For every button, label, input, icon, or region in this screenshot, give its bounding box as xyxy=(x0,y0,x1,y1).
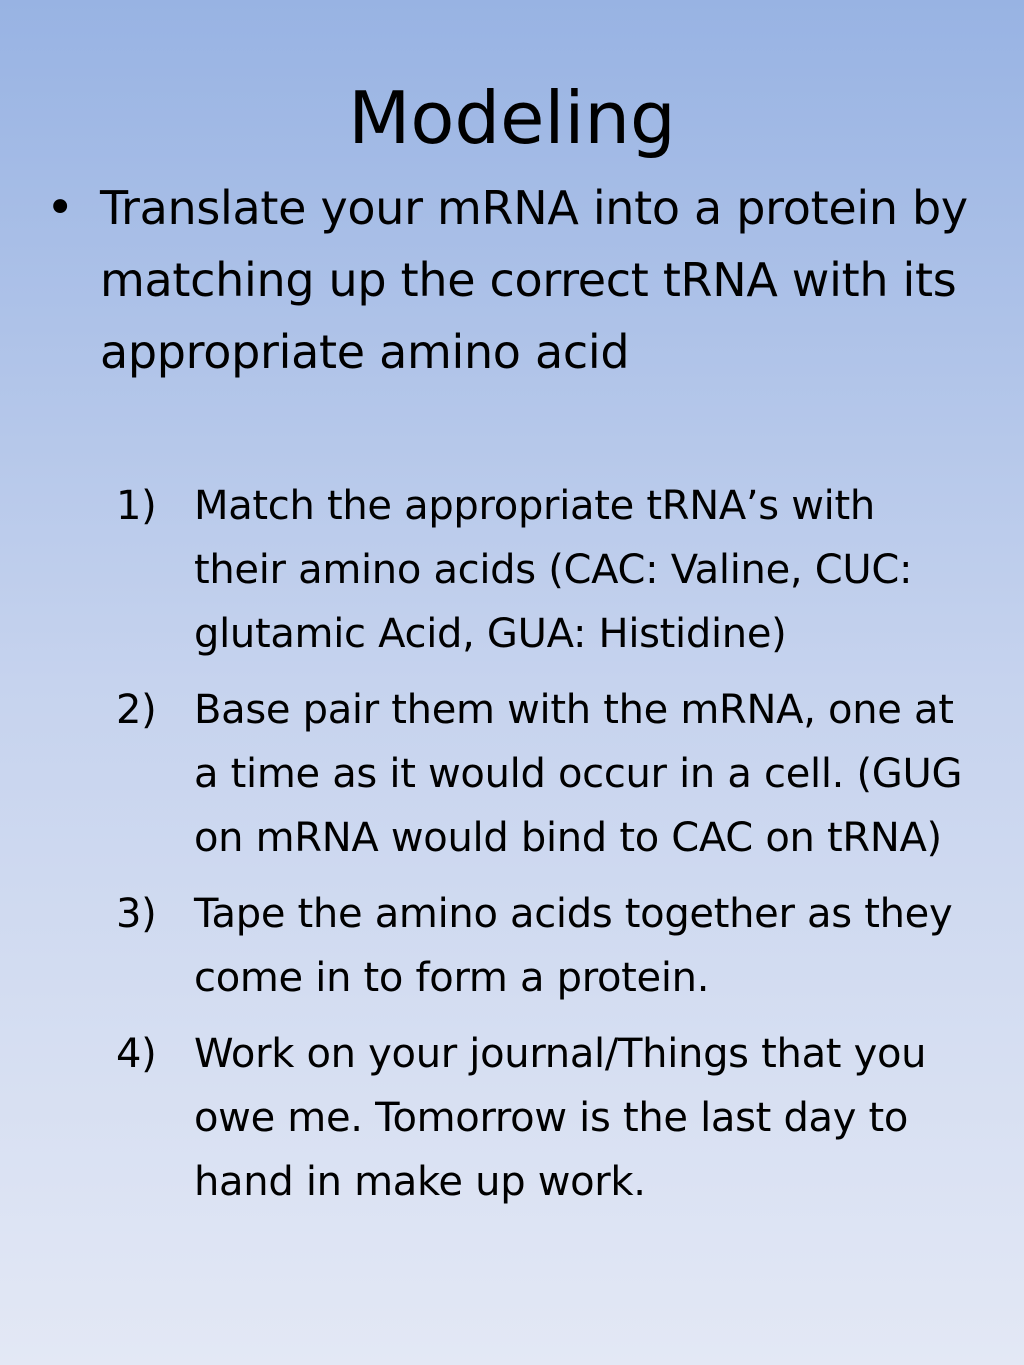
step-number: 2) xyxy=(116,687,157,733)
step-item xyxy=(116,678,976,870)
main-bullet xyxy=(46,172,986,388)
step-item xyxy=(116,474,976,666)
step-text: Base pair them with the mRNA, one at a time as it would occur in a cell. (GUG on mRNA would bind to CAC on tRNA) xyxy=(194,687,963,861)
main-bullet-text: Translate your mRNA into a protein by matching up the correct tRNA with its appropriate amino acid xyxy=(100,181,968,379)
step-number: 4) xyxy=(116,1031,157,1077)
step-number: 3) xyxy=(116,891,157,937)
step-number: 1) xyxy=(116,483,157,529)
bullet-marker: • xyxy=(46,180,75,236)
slide-title: Modeling xyxy=(348,76,676,160)
step-text: Work on your journal/Things that you owe me. Tomorrow is the last day to hand in make up work. xyxy=(194,1031,927,1205)
step-item xyxy=(116,1022,976,1214)
step-text: Tape the amino acids together as they come in to form a protein. xyxy=(194,891,953,1001)
steps-list xyxy=(116,474,976,1226)
step-item xyxy=(116,882,976,1010)
step-text: Match the appropriate tRNA’s with their amino acids (CAC: Valine, CUC: glutamic Acid, GUA: Histidine) xyxy=(194,483,913,657)
